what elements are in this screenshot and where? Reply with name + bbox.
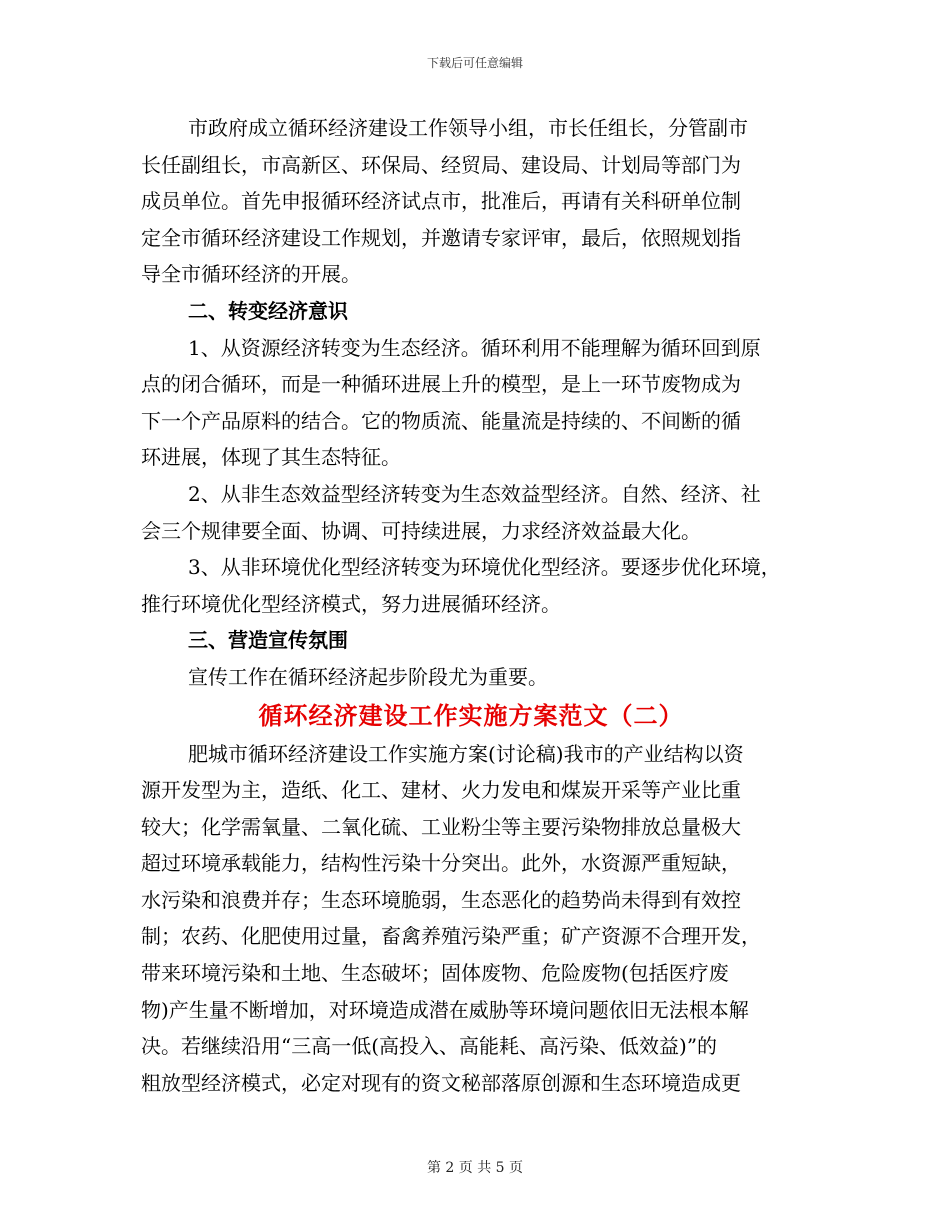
section-heading: 三、营造宣传氛围 bbox=[188, 628, 348, 653]
text-line: 源开发型为主，造纸、化工、建材、火力发电和煤炭开采等产业比重 bbox=[141, 778, 741, 803]
text-line: 会三个规律要全面、协调、可持续进展，力求经济效益最大化。 bbox=[141, 518, 701, 543]
text-line: 1、从资源经济转变为生态经济。循环利用不能理解为循环回到原 bbox=[188, 335, 761, 360]
text-line: 成员单位。首先申报循环经济试点市，批准后，再请有关科研单位制 bbox=[141, 189, 741, 214]
paragraph-block-1 bbox=[141, 110, 801, 696]
header-note: 下载后可任意编辑 bbox=[426, 56, 523, 70]
text-line: 水污染和浪费并存；生态环境脆弱，生态恶化的趋势尚未得到有效控 bbox=[141, 887, 741, 912]
text-line: 导全市循环经济的开展。 bbox=[141, 262, 361, 287]
section-heading: 二、转变经济意识 bbox=[188, 298, 348, 323]
text-line: 制；农药、化肥使用过量，畜禽养殖污染严重；矿产资源不合理开发， bbox=[141, 924, 761, 949]
text-line: 较大；化学需氧量、二氧化硫、工业粉尘等主要污染物排放总量极大 bbox=[141, 814, 741, 839]
document-body bbox=[141, 110, 801, 1101]
text-line: 定全市循环经济建设工作规划，并邀请专家评审，最后，依照规划指 bbox=[141, 225, 741, 250]
text-line: 超过环境承载能力，结构性污染十分突出。此外，水资源严重短缺， bbox=[141, 851, 741, 876]
text-line: 决。若继续沿用“三高一低(高投入、高能耗、高污染、低效益)”的 bbox=[141, 1034, 718, 1059]
text-line: 带来环境污染和土地、生态破坏；固体废物、危险废物(包括医疗废 bbox=[141, 961, 729, 986]
text-line: 环进展，体现了其生态特征。 bbox=[141, 445, 401, 470]
text-line: 长任副组长，市高新区、环保局、经贸局、建设局、计划局等部门为 bbox=[141, 152, 741, 177]
text-line: 点的闭合循环，而是一种循环进展上升的模型，是上一环节废物成为 bbox=[141, 372, 741, 397]
text-line: 3、从非环境优化型经济转变为环境优化型经济。要逐步优化环境， bbox=[188, 555, 781, 580]
text-line: 2、从非生态效益型经济转变为生态效益型经济。自然、经济、社 bbox=[188, 481, 761, 506]
text-line: 粗放型经济模式，必定对现有的资文秘部落原创源和生态环境造成更 bbox=[141, 1070, 741, 1095]
text-line: 推行环境优化型经济模式，努力进展循环经济。 bbox=[141, 591, 561, 616]
text-line: 宣传工作在循环经济起步阶段尤为重要。 bbox=[188, 664, 548, 689]
text-line: 市政府成立循环经济建设工作领导小组，市长任组长，分管副市 bbox=[188, 116, 748, 140]
section-title: 循环经济建设工作实施方案范文（二） bbox=[258, 700, 684, 730]
text-line: 物)产生量不断增加，对环境造成潜在威胁等环境问题依旧无法根本解 bbox=[141, 997, 749, 1022]
text-line: 肥城市循环经济建设工作实施方案(讨论稿)我市的产业结构以资 bbox=[188, 741, 744, 766]
paragraph-block-2 bbox=[141, 736, 801, 1102]
text-line: 下一个产品原料的结合。它的物质流、能量流是持续的、不间断的循 bbox=[141, 408, 741, 433]
page-number-footer: 第 2 页 共 5 页 bbox=[426, 1160, 524, 1176]
